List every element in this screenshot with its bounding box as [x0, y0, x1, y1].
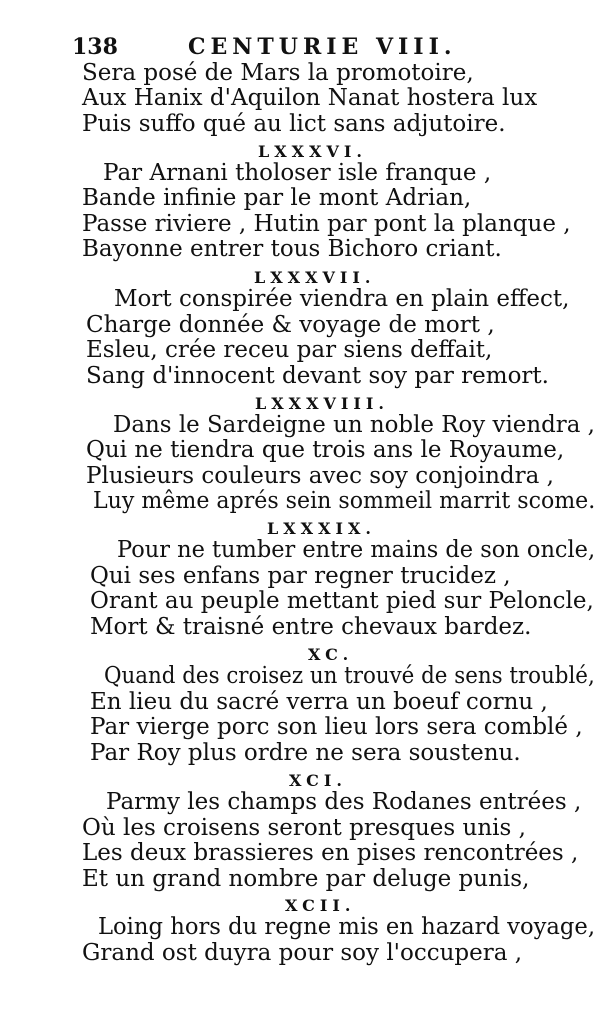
verse-line: Charge donnée & voyage de mort , [86, 312, 495, 338]
quatrain-number: XC. [308, 645, 354, 664]
verse-line: Par Roy plus ordre ne sera soustenu. [90, 740, 521, 766]
verse-line: Mort conspirée viendra en plain effect, [114, 286, 570, 312]
verse-line: En lieu du sacré verra un boeuf cornu , [90, 689, 548, 715]
verse-line: Bande infinie par le mont Adrian, [82, 185, 472, 211]
quatrain-number: XCI. [289, 771, 347, 790]
verse-line: Luy même aprés sein sommeil marrit scome. [93, 488, 596, 514]
verse-line: Puis suffo qué au lict sans adjutoire. [82, 111, 506, 137]
verse-line: Où les croisens seront presques unis , [82, 815, 526, 841]
verse-line: Dans le Sardeigne un noble Roy viendra , [113, 412, 595, 438]
verse-line: Mort & traisné entre chevaux bardez. [90, 614, 532, 640]
verse-line: Par Arnani tholoser isle franque , [103, 160, 492, 186]
quatrain-number: LXXXVI. [258, 142, 367, 161]
quatrain-number: LXXXVIII. [255, 394, 389, 413]
verse-line: Quand des croisez un trouvé de sens troublé, [104, 663, 595, 689]
quatrain-number: LXXXIX. [267, 519, 376, 538]
verse-line: Qui ne tiendra que trois ans le Royaume, [86, 437, 565, 463]
verse-line: Grand ost duyra pour soy l'occupera , [82, 940, 523, 966]
verse-line: Passe riviere , Hutin par pont la planque , [82, 211, 571, 237]
verse-line: Pour ne tumber entre mains de son oncle, [117, 537, 596, 563]
verse-line: Esleu, crée receu par siens deffait, [86, 337, 493, 363]
verse-line: Et un grand nombre par deluge punis, [82, 866, 530, 892]
verse-line: Parmy les champs des Rodanes entrées , [106, 789, 582, 815]
quatrain-number: LXXXVII. [254, 268, 376, 287]
verse-line: Sang d'innocent devant soy par remort. [86, 363, 549, 389]
verse-line: Plusieurs couleurs avec soy conjoindra , [86, 463, 554, 489]
verse-line: Orant au peuple mettant pied sur Peloncle, [90, 588, 594, 614]
verse-line: Sera posé de Mars la promotoire, [82, 60, 474, 86]
quatrain-number: XCII. [285, 896, 356, 915]
verse-line: Loing hors du regne mis en hazard voyage, [98, 914, 596, 940]
verse-line: Par vierge porc son lieu lors sera comblé , [90, 714, 583, 740]
running-title: CENTURIE VIII. [188, 34, 457, 60]
verse-line: Aux Hanix d'Aquilon Nanat hostera lux [82, 85, 538, 111]
verse-line: Les deux brassieres en pises rencontrées , [82, 840, 579, 866]
page-number: 138 [72, 34, 118, 60]
verse-line: Qui ses enfans par regner trucidez , [90, 563, 511, 589]
verse-line: Bayonne entrer tous Bichoro criant. [82, 236, 502, 262]
